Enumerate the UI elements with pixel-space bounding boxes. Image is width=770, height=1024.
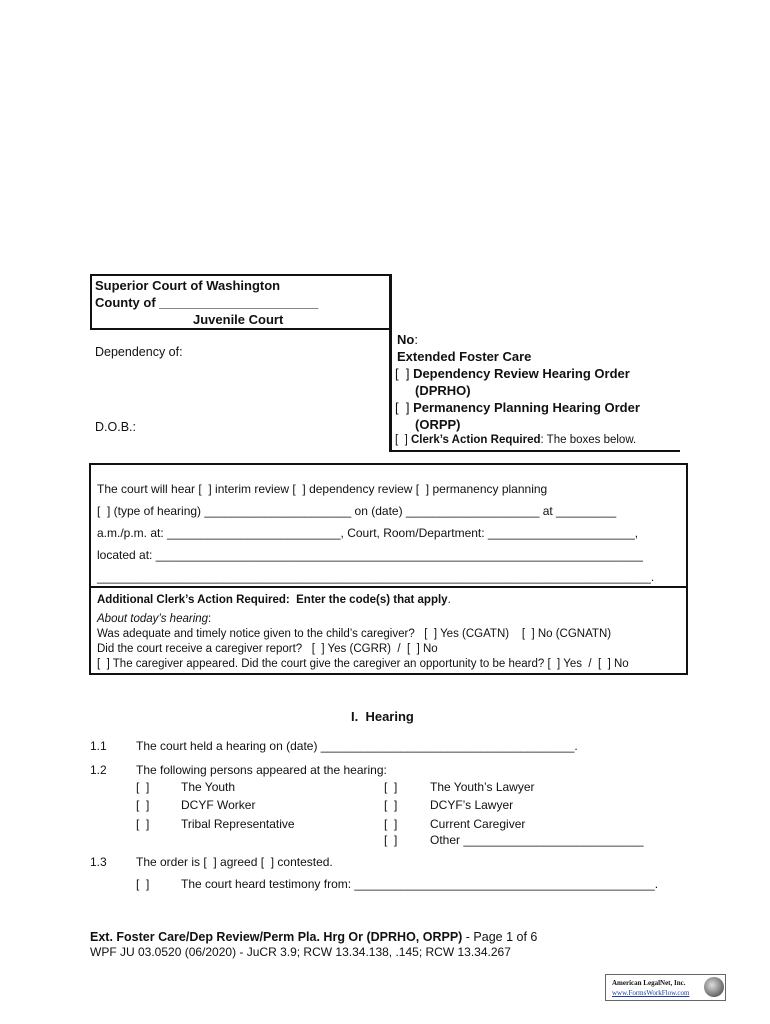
dob-label: D.O.B.: xyxy=(95,420,136,434)
additional-clerk-label: Additional Clerk’s Action Required: Enter the code(s) that apply xyxy=(97,594,448,606)
section-heading: I. Hearing xyxy=(351,709,414,724)
youth-lawyer-label: The Youth’s Lawyer xyxy=(430,780,535,794)
dprho-label: Dependency Review Hearing Order xyxy=(413,366,630,381)
caregiver-checkbox[interactable]: [ ] xyxy=(384,817,398,831)
clerk-action-option xyxy=(395,434,636,446)
para-1-1-number: 1.1 xyxy=(90,739,107,753)
form-title: Extended Foster Care xyxy=(397,349,532,364)
footer-form-name: Ext. Foster Care/Dep Review/Perm Pla. Hrg Or (DPRHO, ORPP) xyxy=(90,930,463,944)
publisher-name: American LegalNet, Inc. xyxy=(612,979,686,987)
hearing-box-separator xyxy=(91,586,686,588)
clerk-action-label: Clerk’s Action Required xyxy=(410,434,541,446)
caregiver-label: Current Caregiver xyxy=(430,817,526,831)
tribal-rep-checkbox[interactable]: [ ] xyxy=(136,817,150,831)
publisher-link[interactable]: www.FormsWorkFlow.com xyxy=(612,989,690,997)
dcyf-worker-checkbox[interactable]: [ ] xyxy=(136,798,150,812)
caregiver-heard-question: [ ] The caregiver appeared. Did the court give the caregiver an opportunity to be heard? [ ] Yes / [ ] No xyxy=(97,658,629,670)
para-1-2-text: The following persons appeared at the hearing: xyxy=(136,763,387,777)
dprho-option xyxy=(395,366,630,381)
footer-title xyxy=(90,930,537,944)
para-1-2-number: 1.2 xyxy=(90,763,107,777)
about-hearing-colon: : xyxy=(208,613,212,625)
orpp-code: (ORPP) xyxy=(415,417,461,432)
clerk-action-checkbox[interactable]: [ ] xyxy=(395,434,411,446)
hearing-location-line: located at: _________________________________________________________________________ xyxy=(97,548,643,562)
orpp-option xyxy=(395,400,640,415)
dcyf-lawyer-checkbox[interactable]: [ ] xyxy=(384,798,398,812)
caption-base-rule xyxy=(390,450,680,452)
footer-citation: WPF JU 03.0520 (06/2020) - JuCR 3.9; RCW 13.34.138, .145; RCW 13.34.267 xyxy=(90,945,511,959)
case-number-text: No xyxy=(397,332,415,347)
testimony-text: The court heard testimony from: _____________________________________________. xyxy=(181,877,659,891)
hearing-location-line-2: ___________________________________________________________________________________. xyxy=(97,570,655,584)
para-1-1-text: The court held a hearing on (date) ______________________________________. xyxy=(136,739,578,753)
hearing-date-line: [ ] (type of hearing) ______________________ on (date) ____________________ at _________ xyxy=(97,504,617,518)
dprho-checkbox[interactable]: [ ] xyxy=(395,366,414,381)
para-1-3-number: 1.3 xyxy=(90,855,107,869)
dprho-code: (DPRHO) xyxy=(415,383,471,398)
testimony-checkbox[interactable]: [ ] xyxy=(136,877,150,891)
dependency-label: Dependency of: xyxy=(95,345,183,359)
orpp-checkbox[interactable]: [ ] xyxy=(395,400,414,415)
globe-icon xyxy=(704,977,724,997)
tribal-rep-label: Tribal Representative xyxy=(181,817,295,831)
footer-page-number: - Page 1 of 6 xyxy=(462,930,538,944)
publisher-logo xyxy=(605,974,726,1001)
county-line: County of ______________________ xyxy=(95,295,319,310)
para-1-3-text: The order is [ ] agreed [ ] contested. xyxy=(136,855,333,869)
hearing-type-line: The court will hear [ ] interim review [ ] dependency review [ ] permanency planning xyxy=(97,482,548,496)
dcyf-lawyer-label: DCYF’s Lawyer xyxy=(430,798,514,812)
orpp-label: Permanency Planning Hearing Order xyxy=(413,400,640,415)
about-hearing-text: About today’s hearing xyxy=(97,613,209,625)
additional-clerk-action xyxy=(97,594,451,606)
youth-lawyer-checkbox[interactable]: [ ] xyxy=(384,780,398,794)
youth-checkbox[interactable]: [ ] xyxy=(136,780,150,794)
court-name: Superior Court of Washington xyxy=(95,278,281,293)
youth-label: The Youth xyxy=(181,780,236,794)
juvenile-court-line: Juvenile Court xyxy=(193,312,284,327)
case-number-colon: : xyxy=(414,332,418,347)
about-hearing-label xyxy=(97,613,211,625)
dcyf-worker-label: DCYF Worker xyxy=(181,798,256,812)
caption-divider xyxy=(390,274,392,452)
hearing-room-line: a.m./p.m. at: __________________________, Court, Room/Department: ______________________, xyxy=(97,526,639,540)
clerk-action-text: : The boxes below. xyxy=(540,434,637,446)
other-label: Other ___________________________ xyxy=(430,833,644,847)
other-checkbox[interactable]: [ ] xyxy=(384,833,398,847)
case-number-label xyxy=(397,332,418,347)
notice-question: Was adequate and timely notice given to the child’s caregiver? [ ] Yes (CGATN) [ ] No (CGNATN) xyxy=(97,628,612,640)
additional-clerk-period: . xyxy=(447,594,451,606)
caregiver-report-question: Did the court receive a caregiver report? [ ] Yes (CGRR) / [ ] No xyxy=(97,643,438,655)
